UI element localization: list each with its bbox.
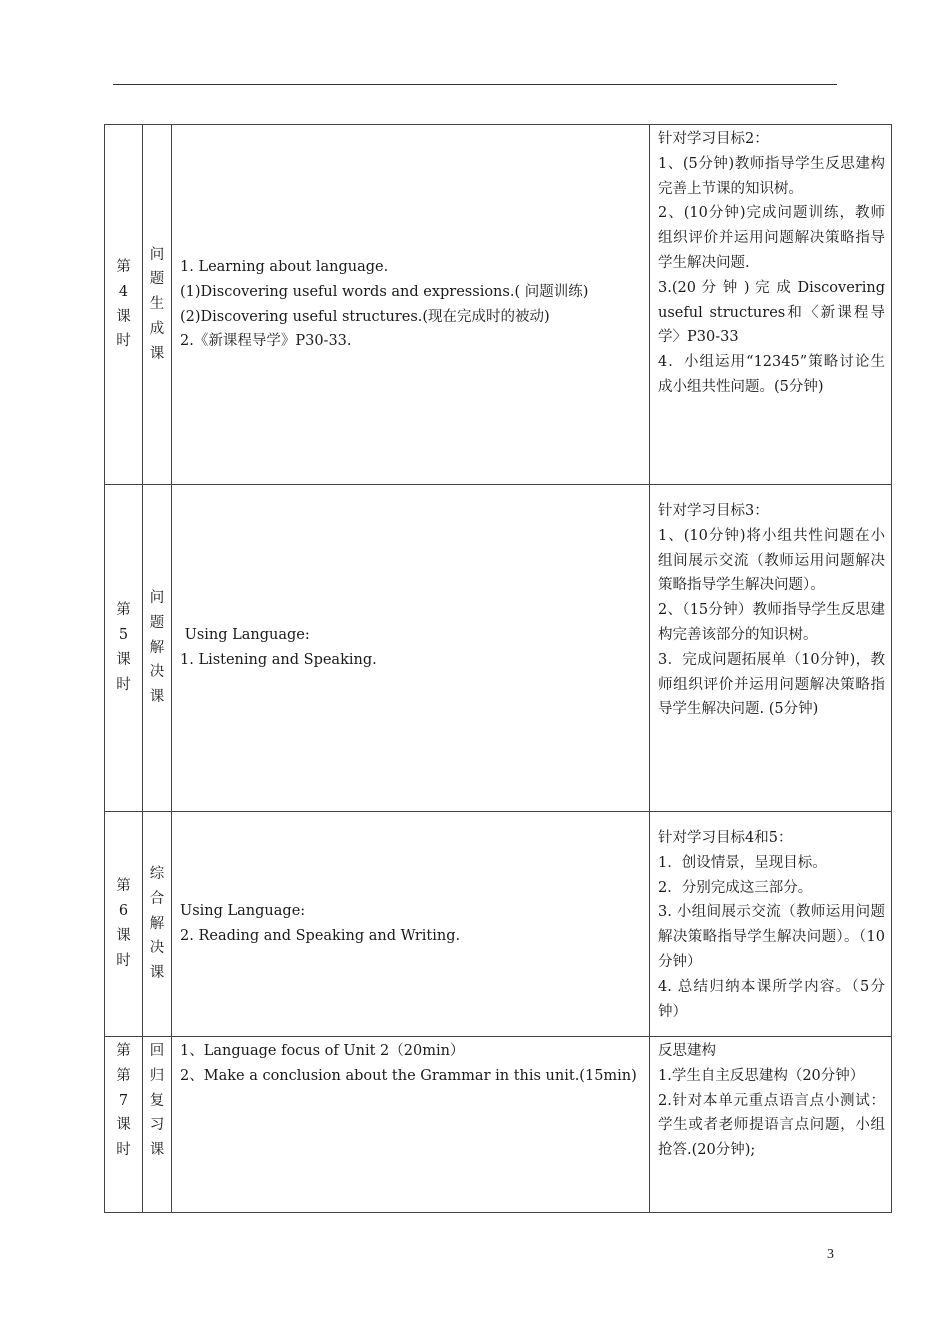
period-cell: 第 第 7 课 时 bbox=[105, 1037, 143, 1213]
table-row bbox=[105, 1037, 892, 1213]
lesson-type-cell: 问 题 解 决 课 bbox=[143, 485, 172, 812]
content-cell: Using Language: 2. Reading and Speaking and Writing. bbox=[172, 812, 650, 1037]
period-cell: 第 5 课 时 bbox=[105, 485, 143, 812]
content-cell: 1、Language focus of Unit 2（20min） 2、Make a conclusion about the Grammar in this unit.(15min) bbox=[172, 1037, 650, 1213]
lesson-plan-table bbox=[104, 124, 892, 1213]
lesson-type-cell: 综 合 解 决 课 bbox=[143, 812, 172, 1037]
period-cell: 第 6 课 时 bbox=[105, 812, 143, 1037]
header-rule bbox=[113, 84, 837, 85]
table-row bbox=[105, 125, 892, 485]
activities-cell: 针对学习目标2： 1、(5分钟)教师指导学生反思建构完善上节课的知识树。 2、(10分钟)完成问题训练，教师组织评价并运用问题解决策略指导学生解决问题. 3.(20 分 钟 ) 完 成 Discovering useful structures和〈新课程导学〉P30-33 4．小组运用“12345”策略讨论生成小组共性问题。(5分钟) bbox=[650, 125, 892, 485]
content-cell: Using Language: 1. Listening and Speaking. bbox=[172, 485, 650, 812]
content-cell: 1. Learning about language. (1)Discovering useful words and expressions.( 问题训练) (2)Discovering useful structures.(现在完成时的被动) 2.《新课程导学》P30-33. bbox=[172, 125, 650, 485]
lesson-type-cell: 问 题 生 成 课 bbox=[143, 125, 172, 485]
activities-cell: 反思建构 1.学生自主反思建构（20分钟） 2.针对本单元重点语言点小测试：学生或者老师提语言点问题，小组抢答.(20分钟); bbox=[650, 1037, 892, 1213]
table-row bbox=[105, 485, 892, 812]
activities-cell: 针对学习目标3： 1、(10分钟)将小组共性问题在小组间展示交流（教师运用问题解决策略指导学生解决问题）。 2、（15分钟）教师指导学生反思建构完善该部分的知识树。 3．完成问题拓展单（10分钟)，教师组织评价并运用问题解决策略指导学生解决问题. (5分钟) bbox=[650, 485, 892, 812]
activities-cell: 针对学习目标4和5： 1．创设情景，呈现目标。 2．分别完成这三部分。 3. 小组间展示交流（教师运用问题解决策略指导学生解决问题）。（10分钟） 4. 总结归纳本课所学内容。（5分钟） bbox=[650, 812, 892, 1037]
table-row bbox=[105, 812, 892, 1037]
page-number: 3 bbox=[827, 1247, 834, 1262]
lesson-type-cell: 回 归 复 习 课 bbox=[143, 1037, 172, 1213]
period-cell: 第 4 课 时 bbox=[105, 125, 143, 485]
